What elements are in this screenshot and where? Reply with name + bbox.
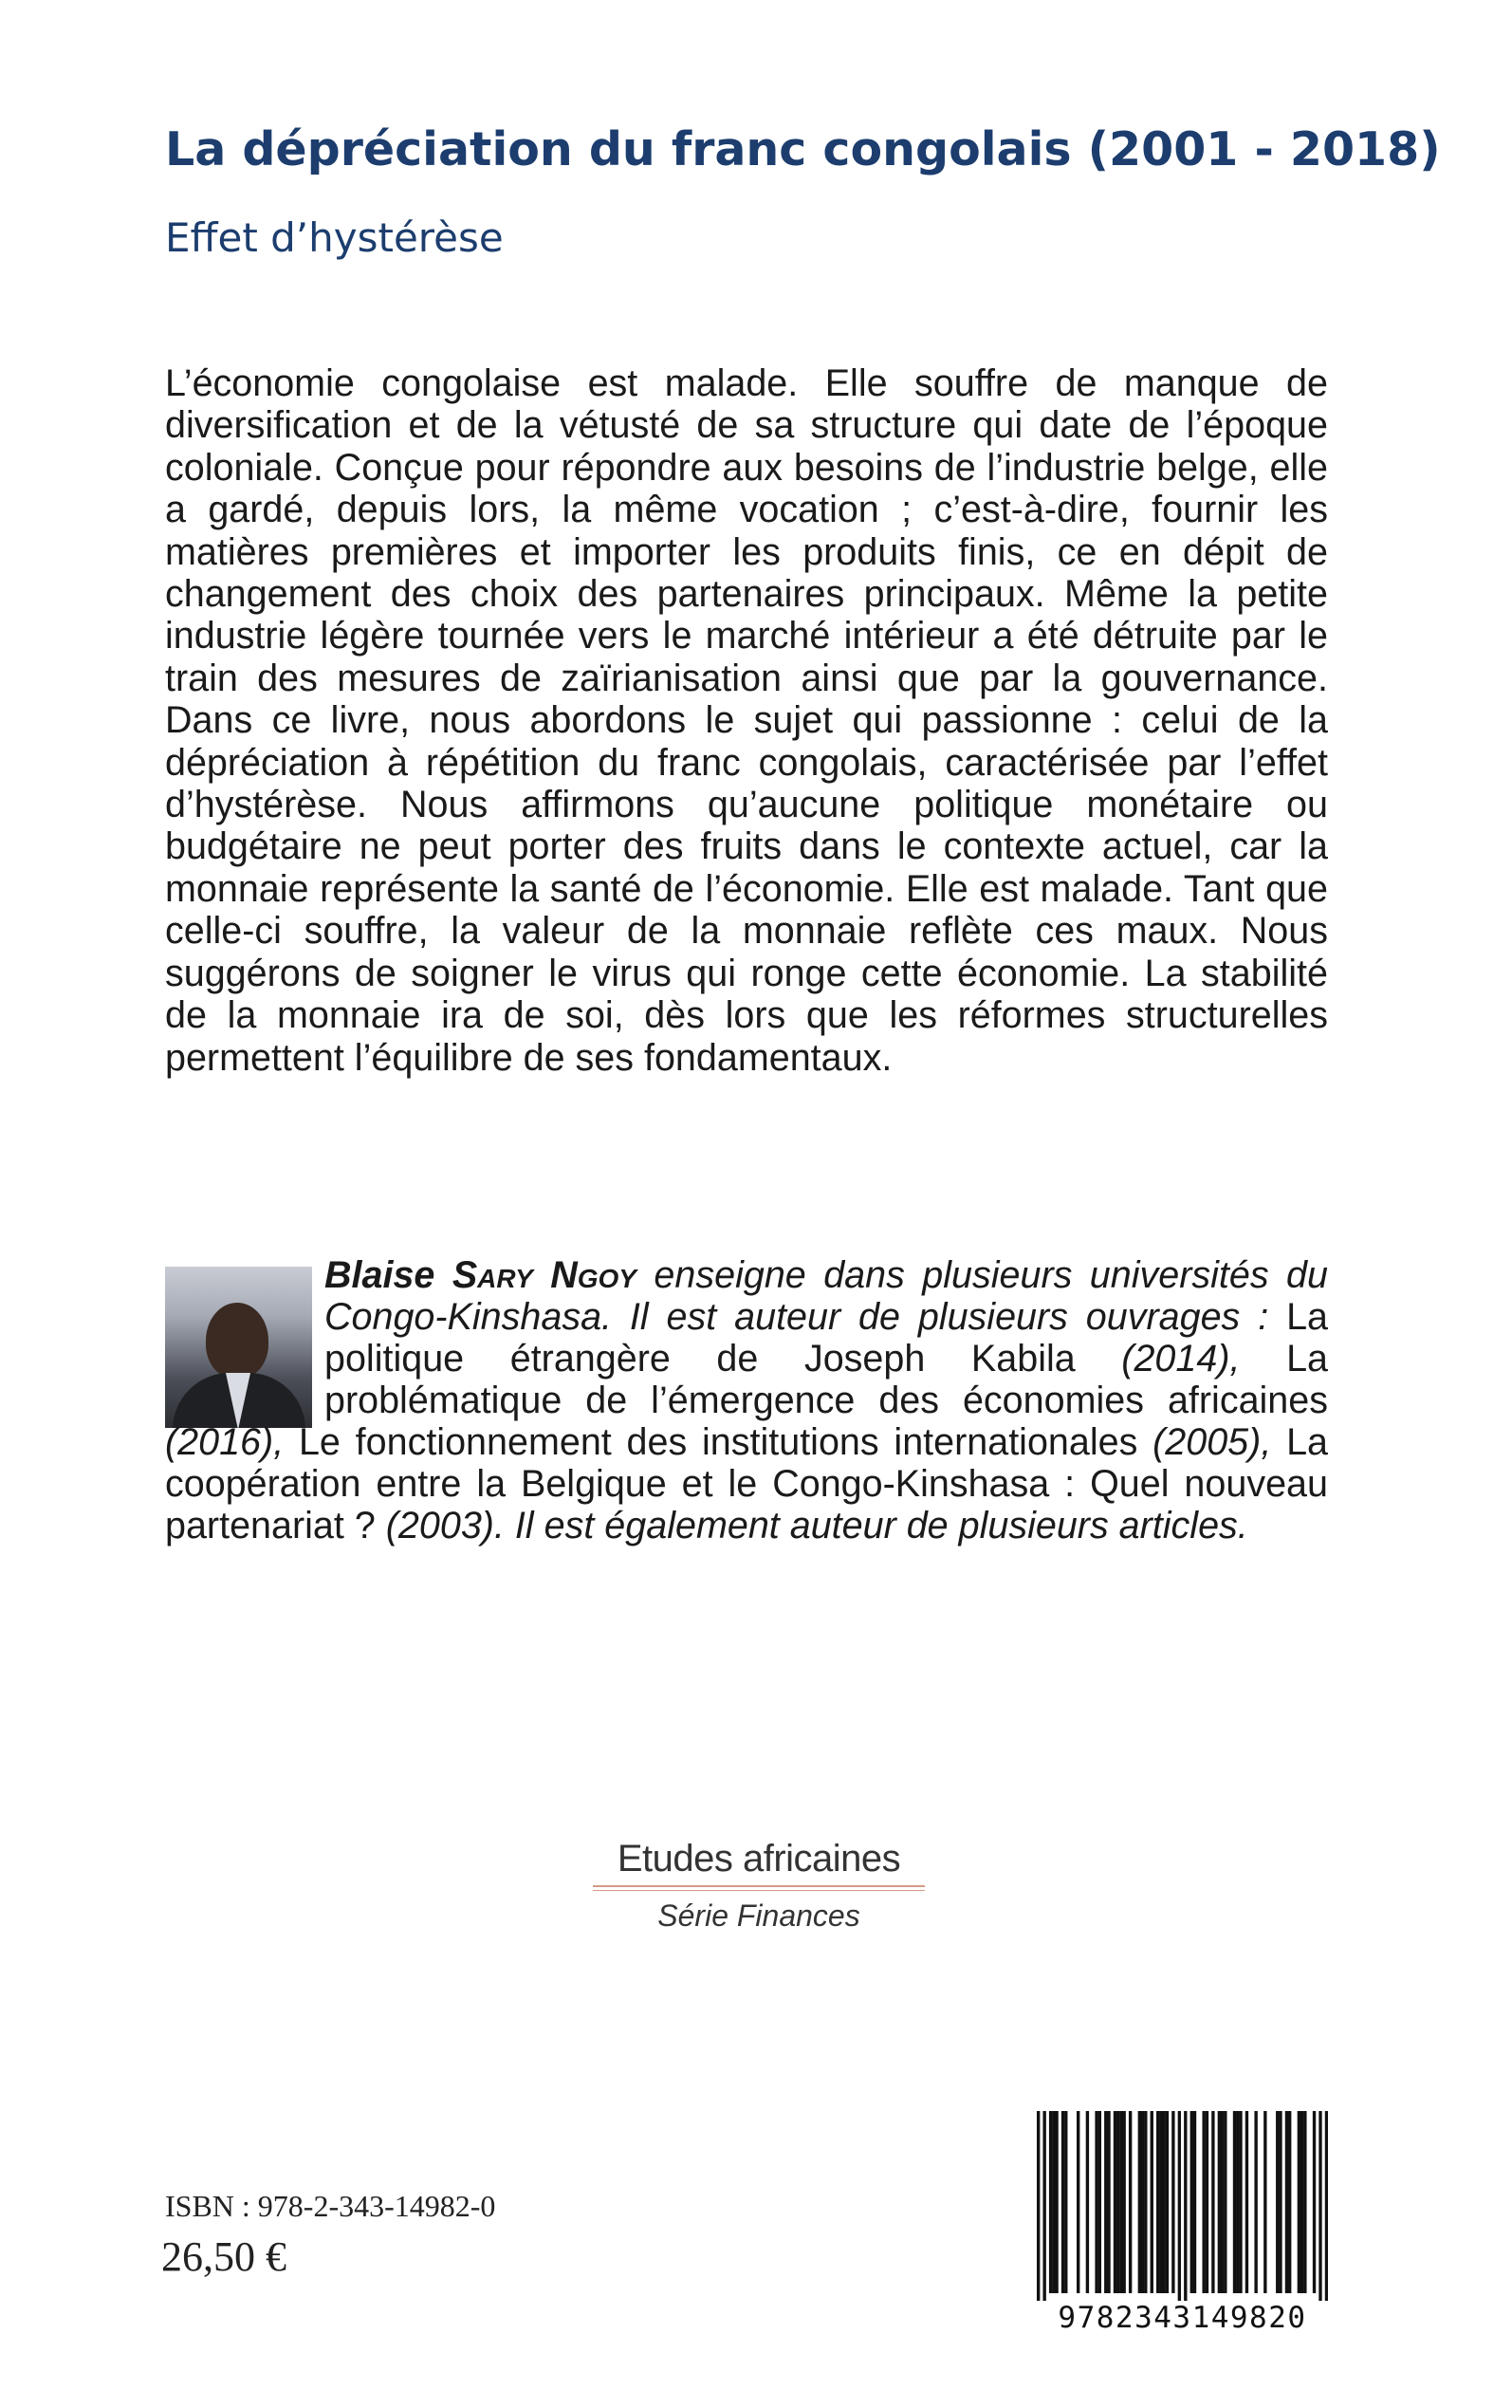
barcode-bar [1144,2111,1147,2293]
barcode-bar [1156,2111,1159,2293]
barcode-bar [1263,2111,1266,2293]
author-name [324,1254,636,1296]
barcode-bar [1061,2111,1064,2293]
barcode-bar [1288,2111,1291,2293]
work-separator: . [493,1505,505,1547]
barcode-bar [1162,2111,1165,2293]
barcode-bar [1095,2111,1097,2293]
barcode-bar [1141,2111,1144,2293]
work-year: (2005) [1137,1421,1262,1463]
barcode-bar [1114,2111,1116,2293]
barcode-bar [1055,2111,1058,2293]
author-bio [165,1254,1328,1547]
barcode-bar [1254,2111,1257,2293]
barcode-bar [1119,2111,1122,2293]
barcode-bar [1116,2111,1119,2293]
barcode-bar [1077,2111,1079,2293]
work-separator: , [1229,1338,1287,1380]
barcode-bar [1104,2111,1107,2293]
barcode-bar [1245,2111,1248,2293]
work-separator: , [1261,1421,1287,1463]
author-bio-intro: enseigne dans plusieurs universités du Congo-Kinshasa. Il est auteur de plusieurs ouvrages : [324,1254,1328,1338]
work-title: La problématique de l’émergence des économies africaines [324,1338,1329,1421]
work-title: Le fonctionnement des institutions internationales [298,1421,1138,1463]
barcode-bar [1037,2111,1040,2301]
barcode-bar [1122,2111,1125,2293]
barcode-bar [1239,2111,1242,2293]
author-last-name: Sary Ngoy [452,1254,636,1296]
author-bio-outro: Il est également auteur de plusieurs articles. [504,1505,1248,1547]
barcode-bar [1300,2111,1303,2293]
book-title: La dépréciation du franc congolais (2001 - 2018) [165,122,1441,176]
barcode-bar [1052,2111,1055,2293]
barcode-digits: 9782343149820 [1058,2301,1307,2335]
barcode-bar [1233,2111,1236,2293]
barcode [1037,2111,1328,2335]
barcode-bar [1151,2111,1153,2293]
barcode-bar [1203,2111,1206,2293]
barcode-bar [1098,2111,1101,2293]
book-subtitle: Effet d’hystérèse [165,214,504,261]
barcode-bar [1190,2111,1193,2293]
barcode-bar [1211,2111,1214,2293]
collection-divider [593,1885,925,1891]
barcode-bar [1298,2111,1300,2293]
work-item [299,1421,1286,1463]
author-first-name: Blaise [324,1254,435,1296]
barcode-bar [1325,2111,1328,2301]
barcode-bar [1166,2111,1169,2293]
barcode-bar [1107,2111,1110,2293]
barcode-bar [1276,2111,1279,2293]
collection-series: Série Finances [657,1899,860,1933]
isbn-label: ISBN : 978-2-343-14982-0 [165,2189,496,2223]
barcode-bar [1218,2111,1221,2293]
barcode-bar [1224,2111,1226,2293]
barcode-bar [1285,2111,1288,2293]
barcode-bar [1049,2111,1052,2293]
photo-spacer [165,1254,324,1421]
barcode-bar [1171,2111,1174,2293]
book-description: L’économie congolaise est malade. Elle souffre de manque de diversification et de la vétusté de sa structure qui date de l’époque coloniale. Conçue pour répondre aux besoins de l’industrie belge, elle a gardé, depuis lors, la même vocation ; c’est-à-dire, fournir les matières premières et importer les produits finis, ce en dépit de changement des choix des partenaires principaux. Même la petite industrie légère tournée vers le marché intérieur a été détruite par le train des mesures de zaïrianisation ainsi que par la gouvernance. Dans ce livre, nous abordons le sujet qui passionne : celui de la dépréciation à répétition du franc congolais, caractérisée par l’effet d’hystérèse. Nous affirmons qu’aucune politique monétaire ou budgétaire ne peut porter des fruits dans le contexte actuel, car la monnaie représente la santé de l’économie. Elle est malade. Tant que celle-ci souffre, la valeur de la monnaie reflète ces maux. Nous suggérons de soigner le virus qui ronge cette économie. La stabilité de la monnaie ira de soi, dès lors que les réformes structurelles permettent l’équilibre de ses fondamentaux. [165,362,1328,1079]
barcode-bar [1303,2111,1306,2293]
barcode-bar [1129,2111,1132,2293]
barcode-bars [1037,2111,1328,2301]
barcode-bar [1236,2111,1239,2293]
barcode-bar [1184,2111,1187,2301]
barcode-bar [1221,2111,1224,2293]
barcode-bar [1313,2111,1316,2293]
collection-name: Etudes africaines [617,1838,901,1880]
barcode-bar [1138,2111,1141,2293]
work-title: La coopération entre la Belgique et le Congo-Kinshasa : Quel nouveau partenariat ? [165,1421,1329,1547]
work-separator: , [273,1421,299,1463]
work-year: (2014) [1075,1338,1230,1380]
barcode-bar [1042,2111,1045,2301]
price-label: 26,50 € [161,2233,286,2280]
barcode-bar [1279,2111,1282,2293]
barcode-bar [1193,2111,1196,2293]
work-title: La politique étrangère de Joseph Kabila [324,1296,1328,1380]
barcode-bar [1178,2111,1181,2301]
collection-logo [474,1836,1043,1935]
work-year: (2003) [375,1505,494,1547]
barcode-bar [1064,2111,1067,2293]
barcode-bar [1086,2111,1089,2293]
work-year: (2016) [165,1421,274,1463]
barcode-bar [1206,2111,1208,2293]
barcode-bar [1159,2111,1162,2293]
barcode-bar [1318,2111,1321,2301]
